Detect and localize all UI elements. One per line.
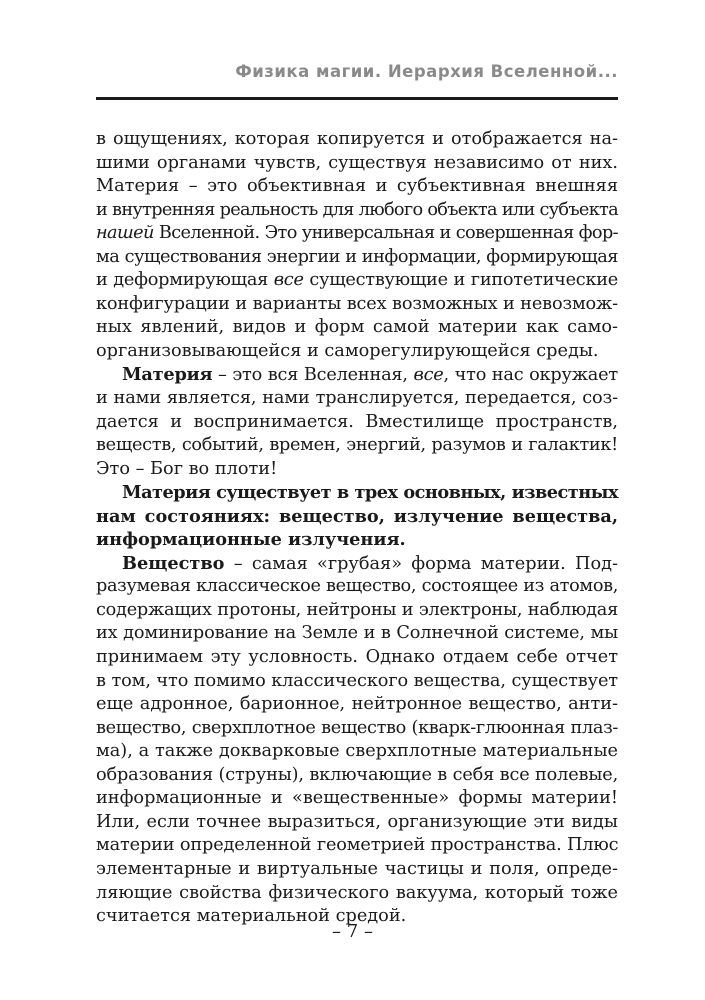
emphasis-text: все bbox=[273, 270, 304, 291]
text-line: их доминирование на Земле и в Солнечной системе, мы bbox=[96, 623, 618, 644]
text-line: нам состояниях: вещество, излучение вещества, bbox=[96, 505, 618, 527]
text-line: в том, что помимо классического вещества, существует bbox=[96, 670, 618, 691]
text-line: и нами является, нами транслируется, передается, соз- bbox=[96, 388, 618, 409]
text-line: считается материальной средой. bbox=[96, 906, 407, 927]
text-line: дается и воспринимается. Вместилище пространств, bbox=[96, 411, 618, 432]
text-line: нашей Вселенной. Это универсальная и совершенная фор- bbox=[96, 223, 619, 244]
text-line: еще адронное, барионное, нейтронное вещество, анти- bbox=[96, 694, 618, 715]
emphasis-text: все bbox=[413, 365, 444, 386]
emphasis-text: нашей bbox=[96, 223, 154, 244]
running-header: Физика магии. Иерархия Вселенной... bbox=[235, 62, 618, 81]
text-line: Вещество – самая «грубая» форма материи. Под- bbox=[122, 552, 618, 574]
text-line: Материя – это вся Вселенная, все, что нас окружает bbox=[122, 364, 618, 386]
text-line: Материя – это объективная и субъективная внешняя bbox=[96, 176, 618, 197]
text-line: разумевая классическое вещество, состоящее из атомов, bbox=[96, 576, 618, 597]
text-line: шими органами чувств, существуя независимо от них. bbox=[96, 152, 618, 173]
text-line: и внутренняя реальность для любого объекта или субъекта bbox=[96, 199, 618, 220]
bold-term: Материя bbox=[122, 364, 213, 386]
text-line: конфигурации и варианты всех возможных и невозмож- bbox=[96, 293, 618, 314]
header-rule bbox=[96, 97, 618, 100]
text-line: принимаем эту условность. Однако отдаем себе отчет bbox=[96, 647, 618, 668]
bold-term: Вещество bbox=[122, 552, 225, 574]
text-line: Материя существует в трех основных, известных bbox=[122, 482, 618, 504]
text-line: организовывающейся и саморегулирующейся среды. bbox=[96, 340, 599, 361]
text-line: Или, если точнее выразиться, организующие эти виды bbox=[96, 811, 618, 832]
text-line: ных явлений, видов и форм самой материи как само- bbox=[96, 317, 618, 338]
text-line: материи определенной геометрией пространства. Плюс bbox=[96, 835, 619, 856]
text-line: и деформирующая все существующие и гипотетические bbox=[96, 270, 619, 291]
text-line: ляющие свойства физического вакуума, который тоже bbox=[96, 882, 618, 903]
text-line: содержащих протоны, нейтроны и электроны, наблюдая bbox=[96, 599, 618, 620]
text-line: информационные и «вещественные» формы материи! bbox=[96, 788, 618, 809]
text-line: вещество, сверхплотное вещество (кварк-глюонная плаз- bbox=[96, 717, 618, 738]
text-line: ма), а также докварковые сверхплотные материальные bbox=[96, 741, 618, 762]
text-line: в ощущениях, которая копируется и отображается на- bbox=[96, 129, 618, 149]
page-number: – 7 – bbox=[332, 921, 373, 942]
text-line: Это – Бог во плоти! bbox=[96, 458, 278, 479]
text-line: веществ, событий, времен, энергий, разумов и галактик! bbox=[96, 435, 618, 456]
body-text bbox=[96, 128, 618, 929]
text-line: элементарные и виртуальные частицы и поля, опреде- bbox=[96, 858, 618, 879]
text-line: образования (струны), включающие в себя все полевые, bbox=[96, 764, 619, 785]
text-line: ма существования энергии и информации, формирующая bbox=[96, 246, 618, 267]
text-line: информационные излучения. bbox=[96, 529, 406, 551]
